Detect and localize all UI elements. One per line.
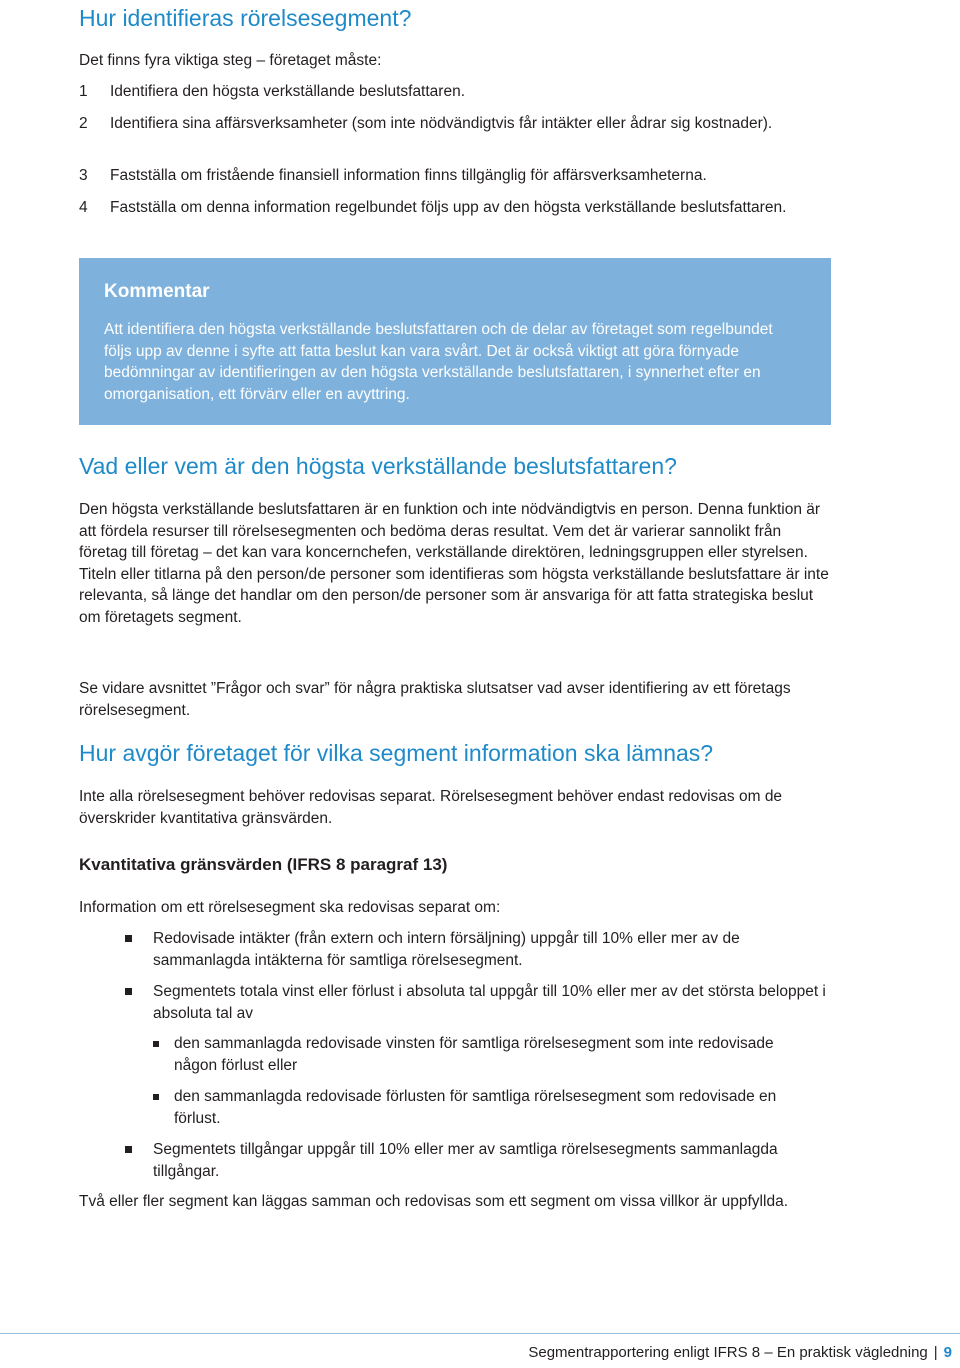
quantitative-thresholds-heading: Kvantitativa gränsvärden (IFRS 8 paragraf 13) <box>79 855 448 874</box>
step-number: 4 <box>79 199 88 216</box>
square-bullet-icon <box>125 1146 132 1153</box>
step-number: 3 <box>79 167 88 184</box>
comment-text: Att identifiera den högsta verkställande beslutsfattaren och de delar av företaget som regelbundet följs upp av denne i syfte att fatta beslut kan vara svårt. Det är också viktigt att göra förnyade bedömningar av identifieringen av den högsta verkställande beslutsfattaren, i synnerhet efter en omorganisation, ett förvärv eller en avyttring. <box>104 321 773 403</box>
closing-paragraph: Två eller fler segment kan läggas samman och redovisas som ett segment om vissa villkor är uppfyllda. <box>79 1193 788 1210</box>
footer-title: Segmentrapportering enligt IFRS 8 – En praktisk vägledning <box>528 1344 928 1361</box>
step-number: 2 <box>79 115 88 132</box>
page-footer <box>528 1343 952 1363</box>
which-segments-paragraph: Inte alla rörelsesegment behöver redovisas separat. Rörelsesegment behöver endast redovisas om de överskrider kvantitativa gränsvärden. <box>79 788 783 827</box>
section-heading-which-segments: Hur avgör företaget för vilka segment information ska lämnas? <box>79 740 714 766</box>
step-text: Identifiera den högsta verkställande beslutsfattaren. <box>110 83 466 100</box>
square-bullet-icon <box>125 988 132 995</box>
comment-title: Kommentar <box>104 281 210 302</box>
footer-separator: | <box>933 1344 938 1361</box>
sub-bullet-text: den sammanlagda redovisade vinsten för samtliga rörelsesegment som inte redovisade någon förlust eller <box>174 1035 774 1074</box>
bullet-text: Redovisade intäkter (från extern och intern försäljning) uppgår till 10% eller mer av de sammanlagda intäkterna för samtliga rörelsesegment. <box>153 930 740 969</box>
see-also-paragraph: Se vidare avsnittet ”Frågor och svar” för några praktiska slutsatser vad avser identifiering av ett företags rörelsesegment. <box>79 680 791 719</box>
sub-bullet-text: den sammanlagda redovisade förlusten för samtliga rörelsesegment som redovisade en förlust. <box>174 1088 777 1127</box>
square-bullet-icon <box>125 935 132 942</box>
thresholds-intro: Information om ett rörelsesegment ska redovisas separat om: <box>79 899 501 916</box>
comment-box <box>79 258 831 425</box>
decision-maker-paragraph: Den högsta verkställande beslutsfattaren är en funktion och inte nödvändigtvis en person. Denna funktion är att fördela resurser till rörelsesegmenten och bedöma deras resultat. Vem det är varierar sannolikt från företag till företag – det kan vara koncernchefen, verkställande direktören, ledningsgruppen eller styrelsen. Titeln eller titlarna på den person/de personer som identifieras som högsta verkställande beslutsfattare är inte relevanta, så länge det handlar om den person/de personer som är ansvariga för att fatta strategiska beslut om företagets segment. <box>79 501 829 626</box>
bullet-text: Segmentets totala vinst eller förlust i absoluta tal uppgår till 10% eller mer av det största beloppet i absoluta tal av <box>153 983 826 1022</box>
steps-intro: Det finns fyra viktiga steg – företaget måste: <box>79 52 382 69</box>
square-bullet-icon <box>153 1041 159 1047</box>
step-number: 1 <box>79 83 88 100</box>
footer-divider <box>0 1333 960 1334</box>
step-text: Fastställa om fristående finansiell information finns tillgänglig för affärsverksamheterna. <box>110 167 707 184</box>
step-text: Identifiera sina affärsverksamheter (som inte nödvändigtvis får intäkter eller ådrar sig kostnader). <box>110 115 773 132</box>
square-bullet-icon <box>153 1094 159 1100</box>
bullet-text: Segmentets tillgångar uppgår till 10% eller mer av samtliga rörelsesegments sammanlagda tillgångar. <box>153 1141 778 1180</box>
section-heading-decision-maker: Vad eller vem är den högsta verkställande beslutsfattaren? <box>79 453 677 479</box>
section-heading-identify-segments: Hur identifieras rörelsesegment? <box>79 5 412 31</box>
step-text: Fastställa om denna information regelbundet följs upp av den högsta verkställande beslutsfattaren. <box>110 199 787 216</box>
page-number: 9 <box>943 1344 952 1361</box>
